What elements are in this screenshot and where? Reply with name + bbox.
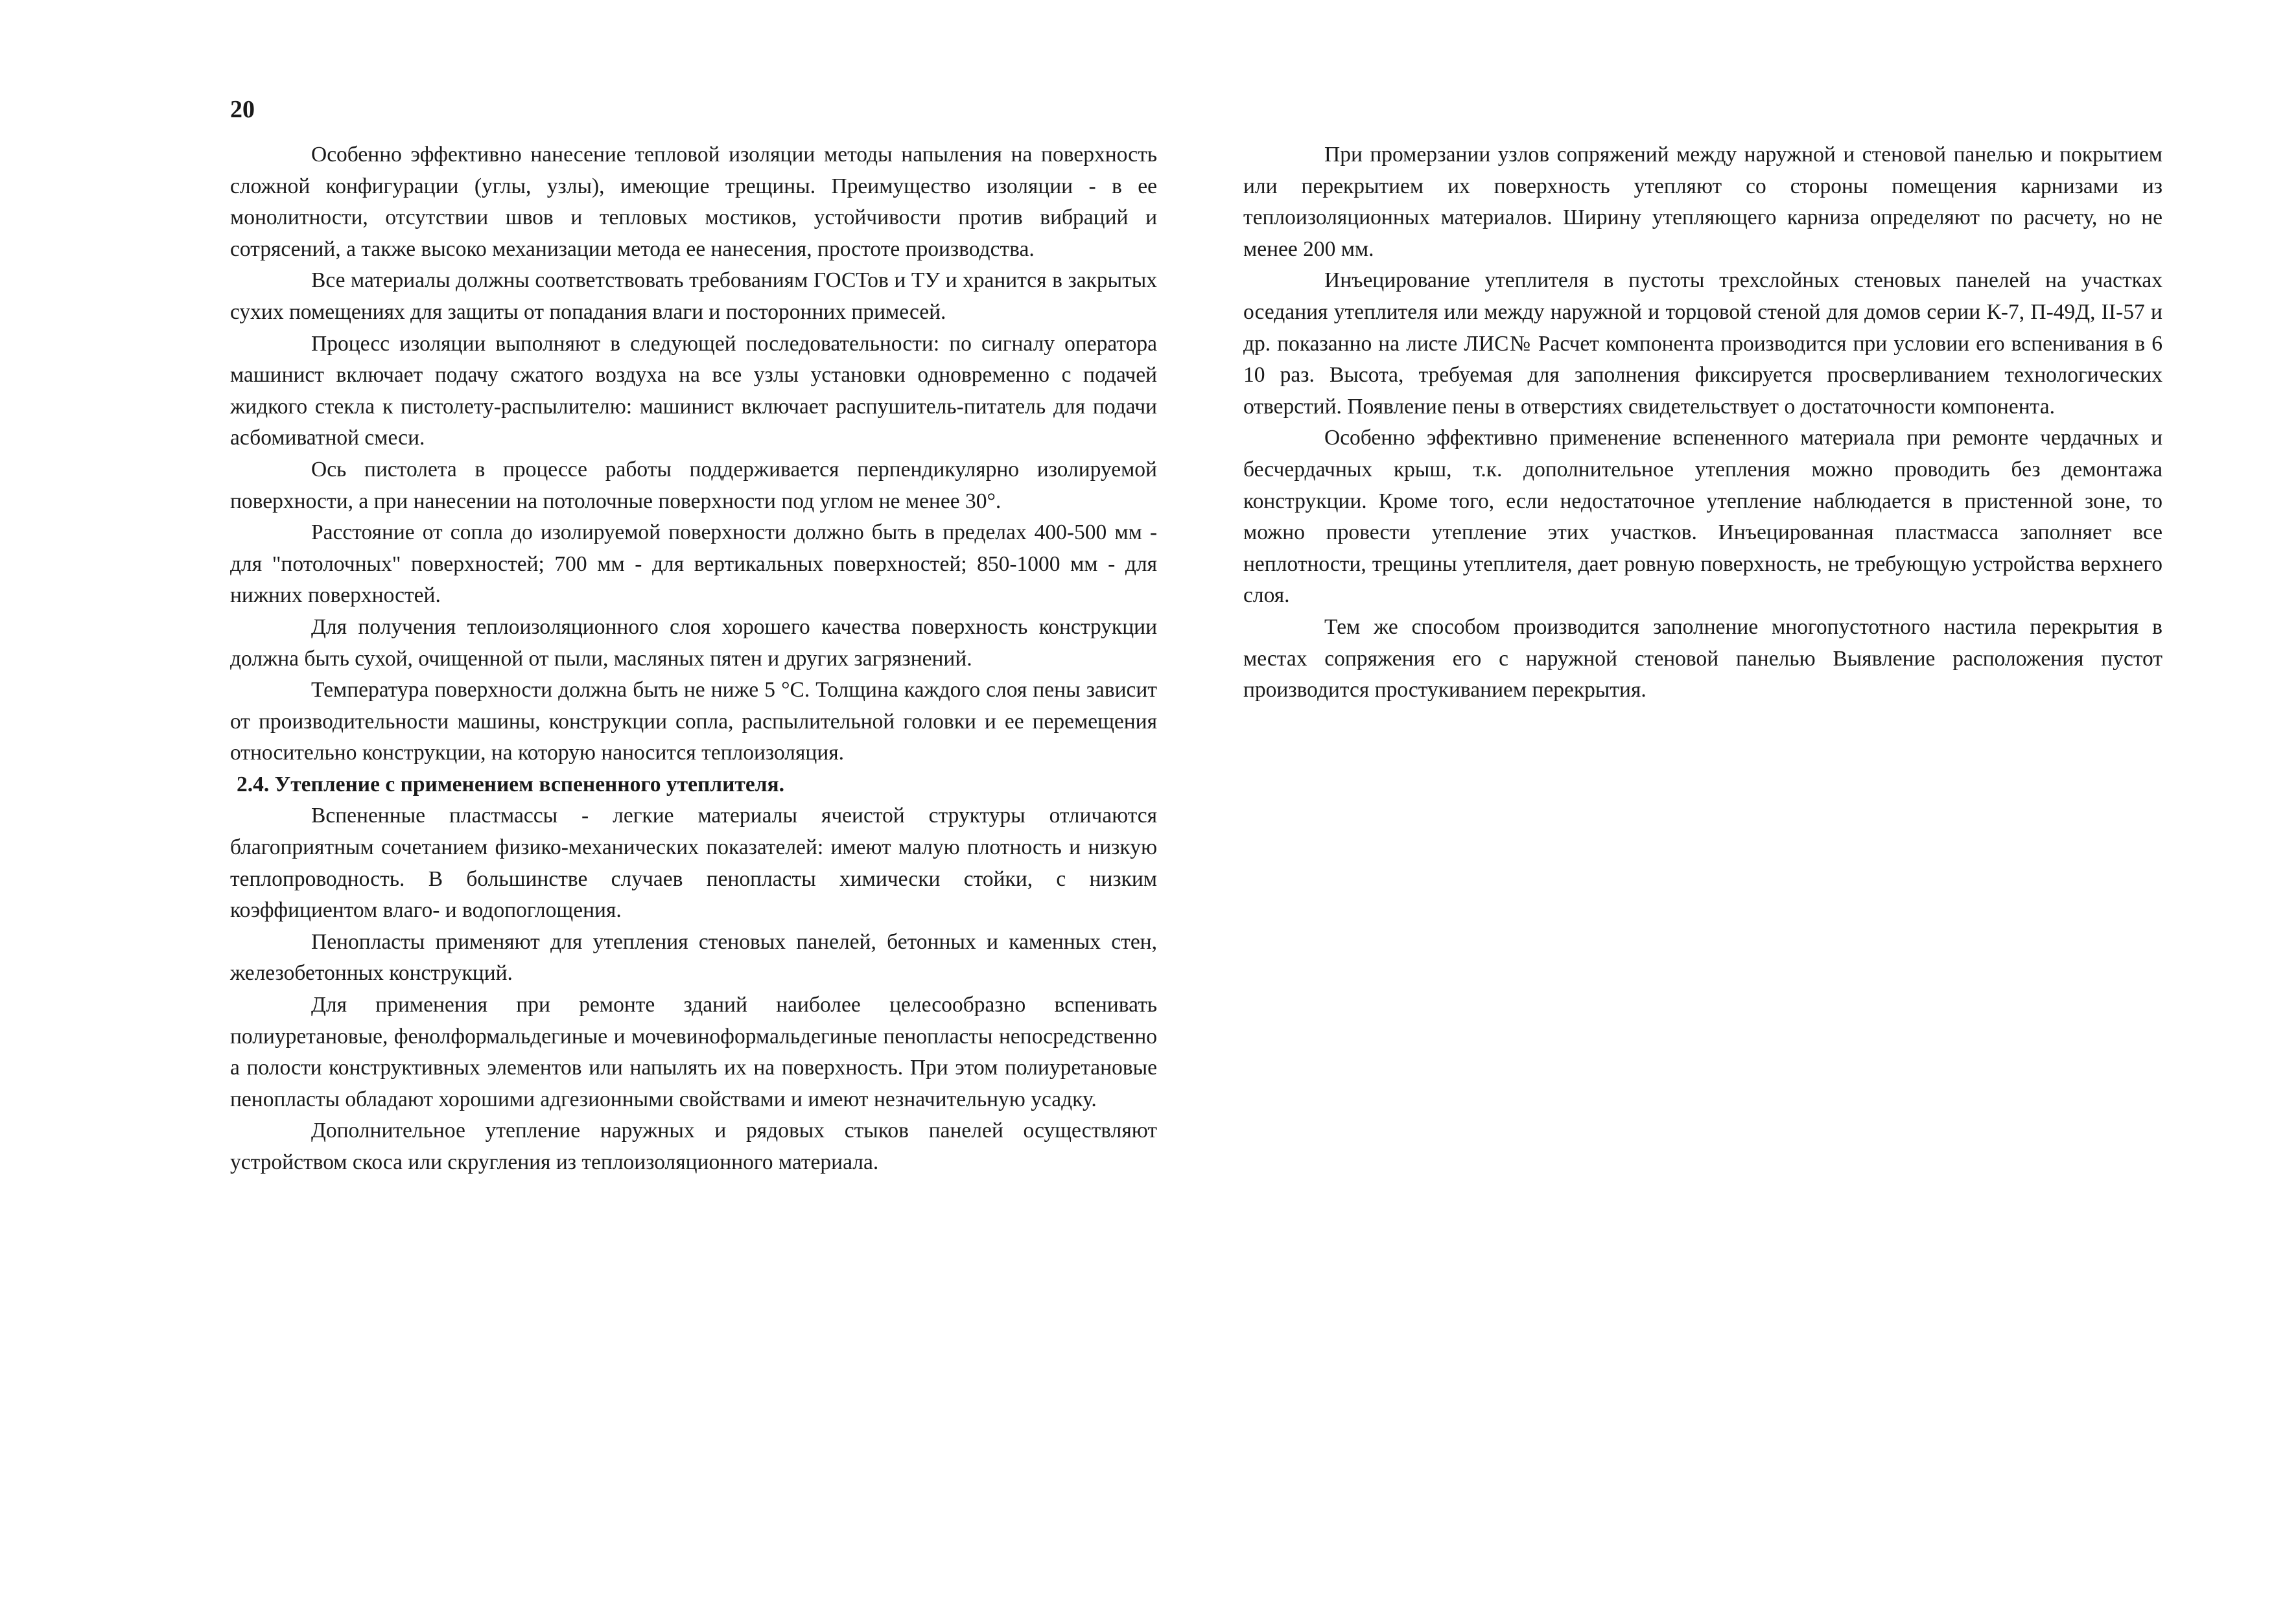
paragraph: При промерзании узлов сопряжений между наружной и стеновой панелью и покрытием или перекрытием их поверхность утепляют со стороны помещения карнизами из теплоизоляционных материалов. Ширину утепляющего карниза определяют по расчету, но не менее 200 мм. (1243, 143, 2162, 261)
paragraph: Вспененные пластмассы - легкие материалы ячеистой структуры отличаются благоприятным сочетанием физико-механических показателей: имеют малую плотность и низкую теплопроводность. В большинстве случаев пенопласты химически стойки, с низким коэффициентом влаго- и водопоглощения. (230, 804, 1157, 923)
paragraph: Для применения при ремонте зданий наиболее целесообразно вспенивать полиуретановые, фенолформальдегиные и мочевиноформальдегиные пенопласты непосредственно а полости конструктивных элементов или напылять их на поверхность. При этом полиуретановые пенопласты обладают хорошими адгезионными свойствами и имеют незначительную усадку. (230, 993, 1157, 1111)
paragraph: Особенно эффективно нанесение тепловой изоляции методы напыления на поверхность сложной конфигурации (углы, узлы), имеющие трещины. Преимущество изоляции - в ее монолитности, отсутствии швов и тепловых мостиков, устойчивости против вибраций и сотрясений, а также высоко механизации метода ее нанесения, простоте производства. (230, 143, 1157, 261)
paragraph: Особенно эффективно применение вспененного материала при ремонте чердачных и бесчердачных крыш, т.к. дополнительное утепления можно проводить без демонтажа конструкции. Кроме того, если недостаточное утепление наблюдается в пристенной зоне, то можно провести утепление этих участков. Инъецированная пластмасса заполняет все неплотности, трещины утеплителя, дает ровную поверхность, не требующую устройства верхнего слоя. (1243, 426, 2162, 608)
paragraph: Пенопласты применяют для утепления стеновых панелей, бетонных и каменных стен, железобетонных конструкций. (230, 929, 1157, 986)
paragraph: Дополнительное утепление наружных и рядовых стыков панелей осуществляют устройством скоса или скругления из теплоизоляционного материала. (230, 1119, 1157, 1174)
paragraph: Тем же способом производится заполнение многопустотного настила перекрытия в местах сопряжения его с наружной стеновой панелью Выявление расположения пустот производится простукиванием перекрытия. (1243, 614, 2162, 702)
section-heading: 2.4. Утепление с применением вспененного утеплителя. (237, 772, 785, 796)
paragraph: Все материалы должны соответствовать требованиям ГОСТов и ТУ и хранится в закрытых сухих помещениях для защиты от попадания влаги и посторонних примесей. (230, 268, 1157, 324)
page-number: 20 (230, 96, 255, 123)
right-column (1243, 139, 2162, 706)
paragraph: Расстояние от сопла до изолируемой поверхности должно быть в пределах 400-500 мм - для "потолочных" поверхностей; 700 мм - для вертикальных поверхностей; 850-1000 мм - для нижних поверхностей. (230, 520, 1157, 608)
left-column (230, 139, 1157, 1179)
paragraph: Ось пистолета в процессе работы поддерживается перпендикулярно изолируемой поверхности, а при нанесении на потолочные поверхности под углом не менее 30°. (230, 457, 1157, 513)
paragraph: Процесс изоляции выполняют в следующей последовательности: по сигналу оператора машинист включает подачу сжатого воздуха на все узлы установки одновременно с подачей жидкого стекла к пистолету-распылителю: машинист включает распушитель-питатель для подачи асбомиватной смеси. (230, 331, 1157, 450)
paragraph: Для получения теплоизоляционного слоя хорошего качества поверхность конструкции должна быть сухой, очищенной от пыли, масляных пятен и других загрязнений. (230, 614, 1157, 671)
paragraph: Температура поверхности должна быть не ниже 5 °С. Толщина каждого слоя пены зависит от производительности машины, конструкции сопла, распылительной головки и ее перемещения относительно конструкции, на которую наносится теплоизоляция. (230, 678, 1157, 765)
paragraph: Инъецирование утеплителя в пустоты трехслойных стеновых панелей на участках оседания утеплителя или между наружной и торцовой стеной для домов серии К-7, П-49Д, II-57 и др. показанно на листе ЛИС№ Расчет компонента производится при условии его вспенивания в 6 10 раз. Высота, требуемая для заполнения фиксируется просверливанием технологических отверстий. Появление пены в отверстиях свидетельствует о достаточности компонента. (1243, 268, 2162, 419)
